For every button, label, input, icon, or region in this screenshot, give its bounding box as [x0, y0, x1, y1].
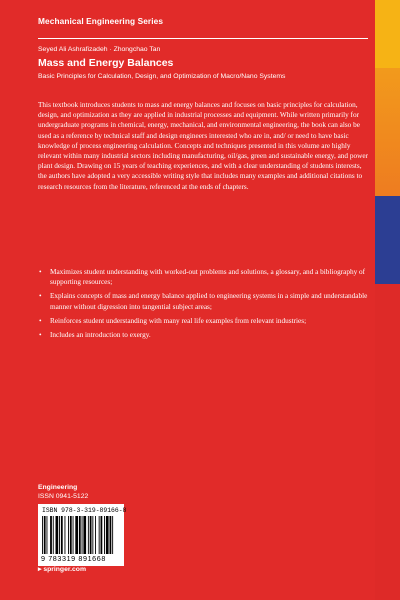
- publisher-link[interactable]: ▸ springer.com: [38, 566, 86, 573]
- feature-list: [38, 267, 370, 344]
- bullet-icon: •: [39, 316, 42, 325]
- feature-item: • Reinforces student understanding with many real life examples from relevant industries;: [39, 316, 307, 325]
- spine-band-blue: [375, 196, 400, 284]
- issn-number: ISSN 0941-5122: [38, 493, 89, 500]
- bullet-icon: •: [39, 292, 42, 301]
- series-name: Mechanical Engineering Series: [38, 16, 164, 26]
- spine-band-orange: [375, 68, 400, 196]
- isbn-barcode: [38, 504, 127, 566]
- barcode-digits: 9 783319 891668: [41, 554, 106, 563]
- subject-category: Engineering: [38, 484, 78, 491]
- bullet-icon: •: [39, 331, 42, 340]
- book-title: Mass and Energy Balances: [38, 57, 174, 69]
- bullet-icon: •: [39, 268, 42, 276]
- feature-item: • Maximizes student understanding with worked-out problems and solutions, a glossary, and a bibliography of supporting resources;: [39, 268, 366, 287]
- series-header: [38, 16, 368, 26]
- isbn-label: ISBN 978-3-319-89166-8: [42, 507, 127, 514]
- spine-band-yellow: [375, 0, 400, 68]
- barcode-icon: [42, 516, 120, 554]
- book-subtitle: Basic Principles for Calculation, Design, and Optimization of Macro/Nano Systems: [38, 73, 286, 80]
- header-divider: [38, 38, 368, 39]
- feature-item: • Explains concepts of mass and energy balance applied to engineering systems in a simple and understandable manner without digression into tangential subject areas;: [39, 292, 368, 311]
- feature-item: • Includes an introduction to exergy.: [39, 331, 151, 340]
- description-paragraph: This textbook introduces students to mass and energy balances and focuses on basic principles for calculation, design, and optimization as they are applied in industrial processes and equipment. While written primarily for undergraduate programs in chemical, energy, mechanical, and environmental engineering, the book can also be used as a reference by technical staff and design engineers interested who are in, and/ or need to have basic knowledge of process engineering calculation. Concepts and techniques presented in this volume are highly relevant within many industrial sectors including manufacturing, oil/gas, green and sustainable energy, and power plant design. Drawing on 15 years of teaching experiences, and with a clear understanding of students interests, the authors have adopted a very accessible writing style that includes many examples and additional citations to research resources from the literature, referenced at the ends of chapters.: [38, 101, 368, 191]
- authors: Seyed Ali Ashrafizadeh · Zhongchao Tan: [38, 46, 161, 53]
- arrow-right-icon: ▸: [38, 566, 44, 573]
